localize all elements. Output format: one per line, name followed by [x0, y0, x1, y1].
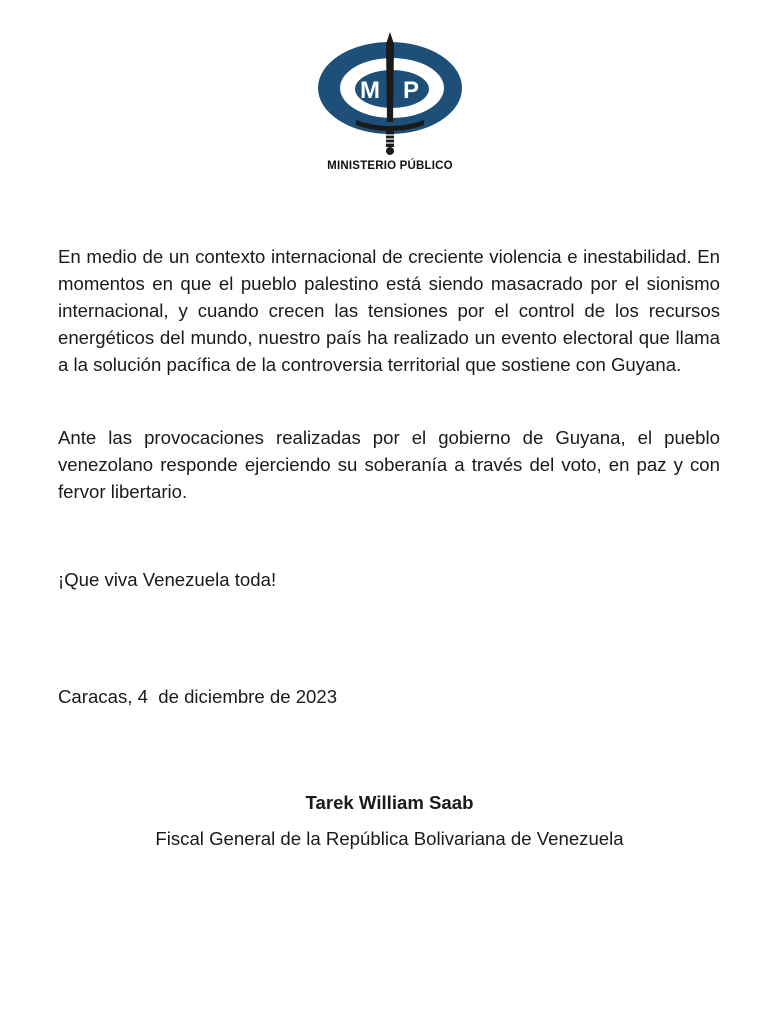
sword-pommel [386, 147, 394, 155]
date-line: Caracas, 4 de diciembre de 2023 [58, 686, 338, 707]
signatory-name: Tarek William Saab [305, 792, 474, 813]
sword-blade [386, 32, 394, 122]
signatory-title: Fiscal General de la República Bolivariana de Venezuela [155, 828, 624, 849]
body-paragraph-1: En medio de un contexto internacional de creciente violencia e inestabilidad. En momentos en que el pueblo palestino está siendo masacrado por el sionismo internacional, y cuando crecen las tensiones por el control de los recursos energéticos del mundo, nuestro país ha realizado un evento electoral que llama a la solución pacífica de la controversia territorial que sostiene con Guyana. [58, 246, 720, 375]
logo-initial-p: P [402, 77, 420, 104]
mp-emblem-icon [300, 30, 480, 160]
logo-caption: MINISTERIO PÚBLICO [327, 160, 453, 172]
closing-cheer: ¡Que viva Venezuela toda! [58, 569, 277, 590]
logo-initial-m: M [360, 77, 380, 104]
body-paragraph-2: Ante las provocaciones realizadas por el gobierno de Guyana, el pueblo venezolano responde ejerciendo su soberanía a través del voto, en paz y con fervor libertario. [58, 427, 720, 502]
ministerio-publico-logo [300, 30, 480, 180]
